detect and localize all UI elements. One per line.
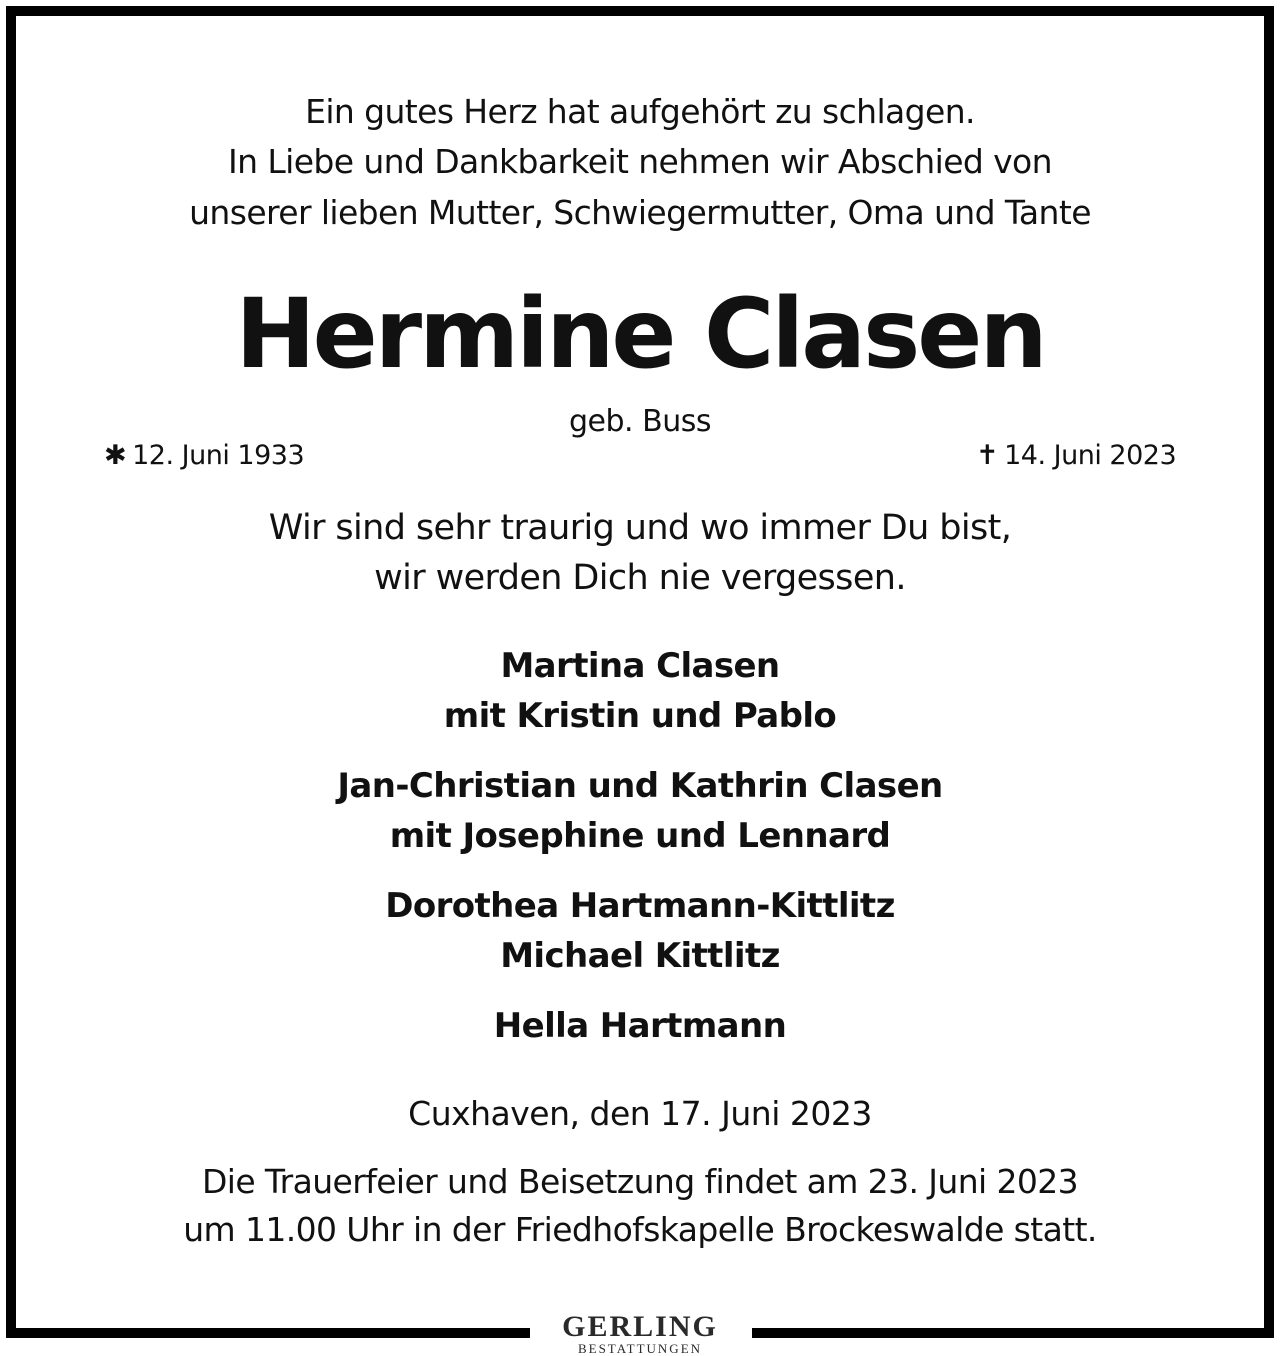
birth-date: 12. Juni 1933 bbox=[132, 440, 305, 471]
deceased-name: Hermine Clasen bbox=[235, 278, 1045, 390]
mourner-line-1: Martina Clasen bbox=[500, 646, 780, 686]
death-date-block bbox=[976, 440, 1176, 471]
intro-line-3: unserer lieben Mutter, Schwiegermutter, Oma und Tante bbox=[189, 193, 1091, 232]
mourner-line-5: Dorothea Hartmann-Kittlitz bbox=[385, 886, 895, 926]
place-and-date: Cuxhaven, den 17. Juni 2023 bbox=[408, 1094, 872, 1133]
birth-date-block bbox=[104, 440, 304, 471]
mourner-line-6: Michael Kittlitz bbox=[500, 936, 780, 976]
intro-line-2: In Liebe und Dankbarkeit nehmen wir Abschied von bbox=[228, 142, 1052, 181]
logo-subtitle: BESTATTUNGEN bbox=[577, 1341, 703, 1356]
logo-name: GERLING bbox=[562, 1310, 718, 1343]
birth-star-icon: ✱ bbox=[104, 440, 127, 471]
verse-line-2: wir werden Dich nie vergessen. bbox=[374, 558, 906, 598]
intro-line-1: Ein gutes Herz hat aufgehört zu schlagen. bbox=[305, 92, 975, 131]
mourner-line-4: mit Josephine und Lennard bbox=[389, 816, 891, 856]
notice-border-bottom-right bbox=[752, 1328, 1274, 1338]
death-date: 14. Juni 2023 bbox=[1004, 440, 1177, 471]
death-cross-icon: ✝ bbox=[976, 440, 999, 471]
mourner-line-7: Hella Hartmann bbox=[493, 1006, 787, 1046]
mourner-line-2: mit Kristin und Pablo bbox=[443, 696, 837, 736]
verse-line-1: Wir sind sehr traurig und wo immer Du bist, bbox=[268, 508, 1012, 548]
maiden-name: geb. Buss bbox=[569, 404, 711, 439]
mourner-line-3: Jan-Christian und Kathrin Clasen bbox=[337, 766, 943, 806]
notice-border-bottom-left bbox=[6, 1328, 530, 1338]
funeral-home-logo bbox=[540, 1312, 740, 1356]
service-line-1: Die Trauerfeier und Beisetzung findet am 23. Juni 2023 bbox=[201, 1162, 1079, 1201]
service-line-2: um 11.00 Uhr in der Friedhofskapelle Brockeswalde statt. bbox=[183, 1210, 1097, 1249]
